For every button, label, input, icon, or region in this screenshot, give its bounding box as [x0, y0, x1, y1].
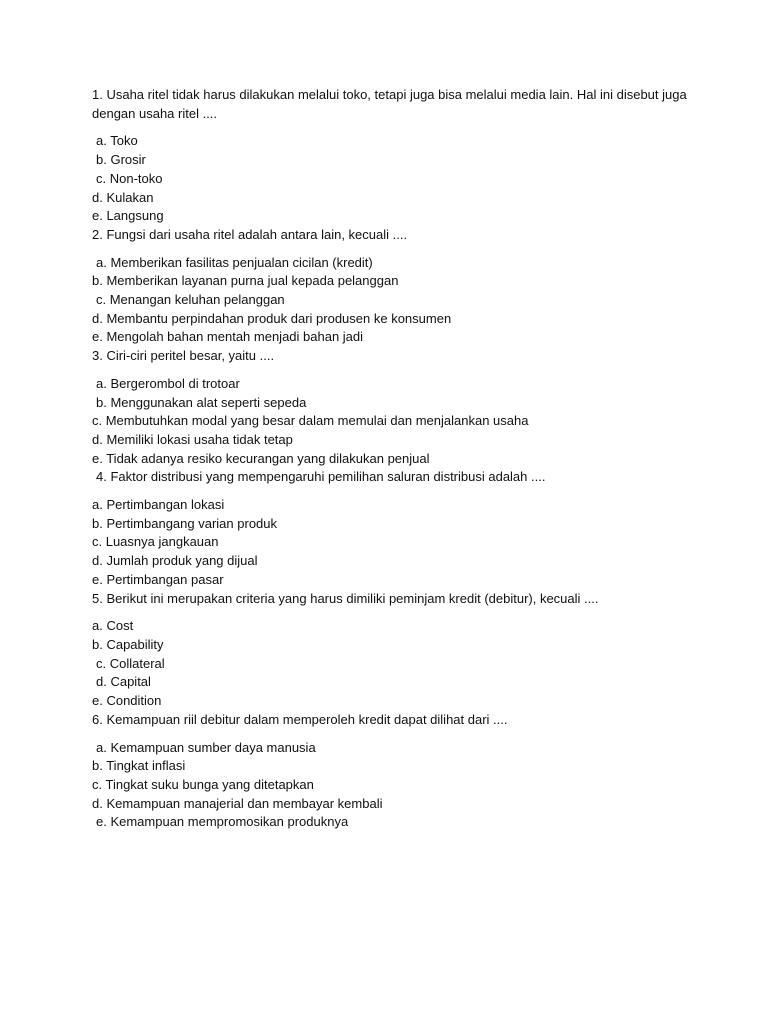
answer-options — [92, 254, 692, 348]
question-6 — [92, 711, 692, 832]
answer-option: d. Kemampuan manajerial dan membayar kembali — [92, 795, 383, 811]
question-1 — [92, 86, 692, 226]
answer-option: b. Capability — [92, 636, 164, 652]
answer-options — [92, 617, 692, 711]
answer-option: b. Memberikan layanan purna jual kepada pelanggan — [92, 273, 399, 289]
answer-option: e. Tidak adanya resiko kecurangan yang dilakukan penjual — [92, 450, 430, 466]
question-text: 4. Faktor distribusi yang mempengaruhi pemilihan saluran distribusi adalah .... — [96, 469, 546, 485]
answer-option: e. Pertimbangan pasar — [92, 571, 224, 587]
answer-option: b. Tingkat inflasi — [92, 758, 186, 774]
answer-option: b. Grosir — [96, 152, 146, 168]
answer-option: a. Memberikan fasilitas penjualan cicilan (kredit) — [96, 254, 373, 270]
answer-options — [92, 132, 692, 226]
question-5 — [92, 590, 692, 711]
answer-option: c. Luasnya jangkauan — [92, 534, 219, 550]
answer-option: e. Condition — [92, 693, 162, 709]
answer-option: a. Cost — [92, 618, 134, 634]
answer-option: a. Toko — [96, 133, 138, 149]
answer-option: a. Bergerombol di trotoar — [96, 375, 240, 391]
answer-option: c. Non-toko — [96, 170, 163, 186]
answer-option: b. Pertimbangang varian produk — [92, 515, 278, 531]
answer-options — [92, 739, 692, 833]
answer-option: d. Memiliki lokasi usaha tidak tetap — [92, 431, 293, 447]
answer-option: c. Membutuhkan modal yang besar dalam memulai dan menjalankan usaha — [92, 413, 529, 429]
answer-option: a. Kemampuan sumber daya manusia — [96, 739, 316, 755]
question-text: 1. Usaha ritel tidak harus dilakukan melalui toko, tetapi juga bisa melalui media lain. Hal ini disebut juga dengan usaha ritel .... — [92, 87, 687, 121]
answer-option: d. Capital — [96, 674, 151, 690]
answer-option: e. Langsung — [92, 208, 164, 224]
question-text: 6. Kemampuan riil debitur dalam memperoleh kredit dapat dilihat dari .... — [92, 711, 508, 727]
question-3 — [92, 347, 692, 468]
question-text: 5. Berikut ini merupakan criteria yang harus dimiliki peminjam kredit (debitur), kecuali .... — [92, 590, 599, 606]
answer-options — [92, 496, 692, 590]
answer-options — [92, 375, 692, 469]
answer-option: d. Kulakan — [92, 189, 154, 205]
answer-option: d. Membantu perpindahan produk dari produsen ke konsumen — [92, 310, 452, 326]
question-2 — [92, 226, 692, 347]
answer-option: e. Kemampuan mempromosikan produknya — [96, 814, 349, 830]
question-text: 3. Ciri-ciri peritel besar, yaitu .... — [92, 348, 275, 364]
answer-option: b. Menggunakan alat seperti sepeda — [96, 394, 307, 410]
answer-option: a. Pertimbangan lokasi — [92, 497, 225, 513]
answer-option: c. Menangan keluhan pelanggan — [96, 292, 285, 308]
answer-option: c. Collateral — [96, 655, 165, 671]
question-list — [92, 86, 692, 832]
answer-option: e. Mengolah bahan mentah menjadi bahan jadi — [92, 329, 364, 345]
answer-option: c. Tingkat suku bunga yang ditetapkan — [92, 776, 314, 792]
answer-option: d. Jumlah produk yang dijual — [92, 553, 258, 569]
question-text: 2. Fungsi dari usaha ritel adalah antara lain, kecuali .... — [92, 226, 408, 242]
question-4 — [92, 468, 692, 589]
